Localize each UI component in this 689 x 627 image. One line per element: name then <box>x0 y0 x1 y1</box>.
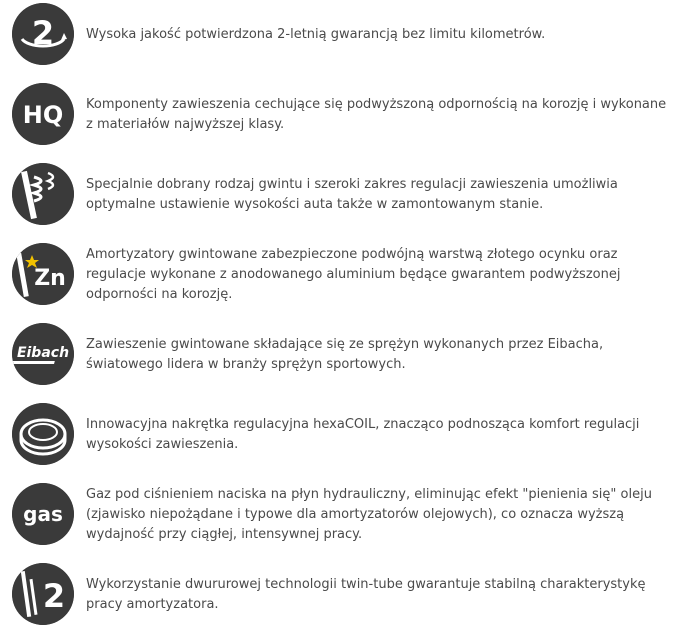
gas-icon <box>12 483 74 545</box>
svg-text:2: 2 <box>42 577 66 615</box>
hexacoil-nut-icon <box>12 403 74 465</box>
feature-text: Specjalnie dobrany rodzaj gwintu i szeroki zakres regulacji zawieszenia umożliwia optymalne ustawienie wysokości auta także w zamontowanym stanie. <box>86 177 618 212</box>
svg-text:Eibach: Eibach <box>16 345 70 361</box>
feature-text: Amortyzatory gwintowane zabezpieczone podwójną warstwą złotego ocynku oraz regulacje wykonane z anodowanego aluminium będące gwarantem podwyższonej odporności na korozję. <box>86 247 621 302</box>
feature-text: Wykorzystanie dwururowej technologii twin-tube gwarantuje stabilną charakterystykę pracy amortyzatora. <box>86 577 646 612</box>
feature-text: Zawieszenie gwintowane składające się ze sprężyn wykonanych przez Eibacha, światowego lidera w branży sprężyn sportowych. <box>86 337 604 372</box>
thread-spring-icon <box>12 163 74 225</box>
feature-row <box>12 563 682 627</box>
svg-text:2: 2 <box>31 14 55 52</box>
zinc-coating-icon <box>12 243 74 305</box>
feature-row <box>12 243 682 307</box>
feature-row <box>12 3 682 67</box>
feature-text: Innowacyjna nakrętka regulacyjna hexaCOIL, znacząco podnosząca komfort regulacji wysokości zawieszenia. <box>86 417 640 452</box>
svg-text:Zn: Zn <box>34 266 66 291</box>
feature-text: Wysoka jakość potwierdzona 2-letnią gwarancją bez limitu kilometrów. <box>86 27 546 42</box>
feature-row <box>12 403 682 467</box>
feature-text: Gaz pod ciśnieniem naciska na płyn hydrauliczny, eliminując efekt "pienienia się" oleju (zjawisko niepożądane i typowe dla amortyzatorów olejowych), co oznacza wyższą wydajność przy ciągłej, intensywnej pracy. <box>86 487 652 542</box>
twin-tube-icon <box>12 563 74 625</box>
feature-row <box>12 163 682 227</box>
feature-row <box>12 83 682 147</box>
feature-row <box>12 323 682 387</box>
svg-text:HQ: HQ <box>22 101 64 129</box>
two-years-warranty-icon <box>12 3 74 65</box>
svg-text:gas: gas <box>23 502 63 526</box>
hq-icon <box>12 83 74 145</box>
feature-text: Komponenty zawieszenia cechujące się podwyższoną odpornością na korozję i wykonane z materiałów najwyższej klasy. <box>86 97 667 132</box>
eibach-logo-icon <box>12 323 74 385</box>
feature-row <box>12 483 682 547</box>
